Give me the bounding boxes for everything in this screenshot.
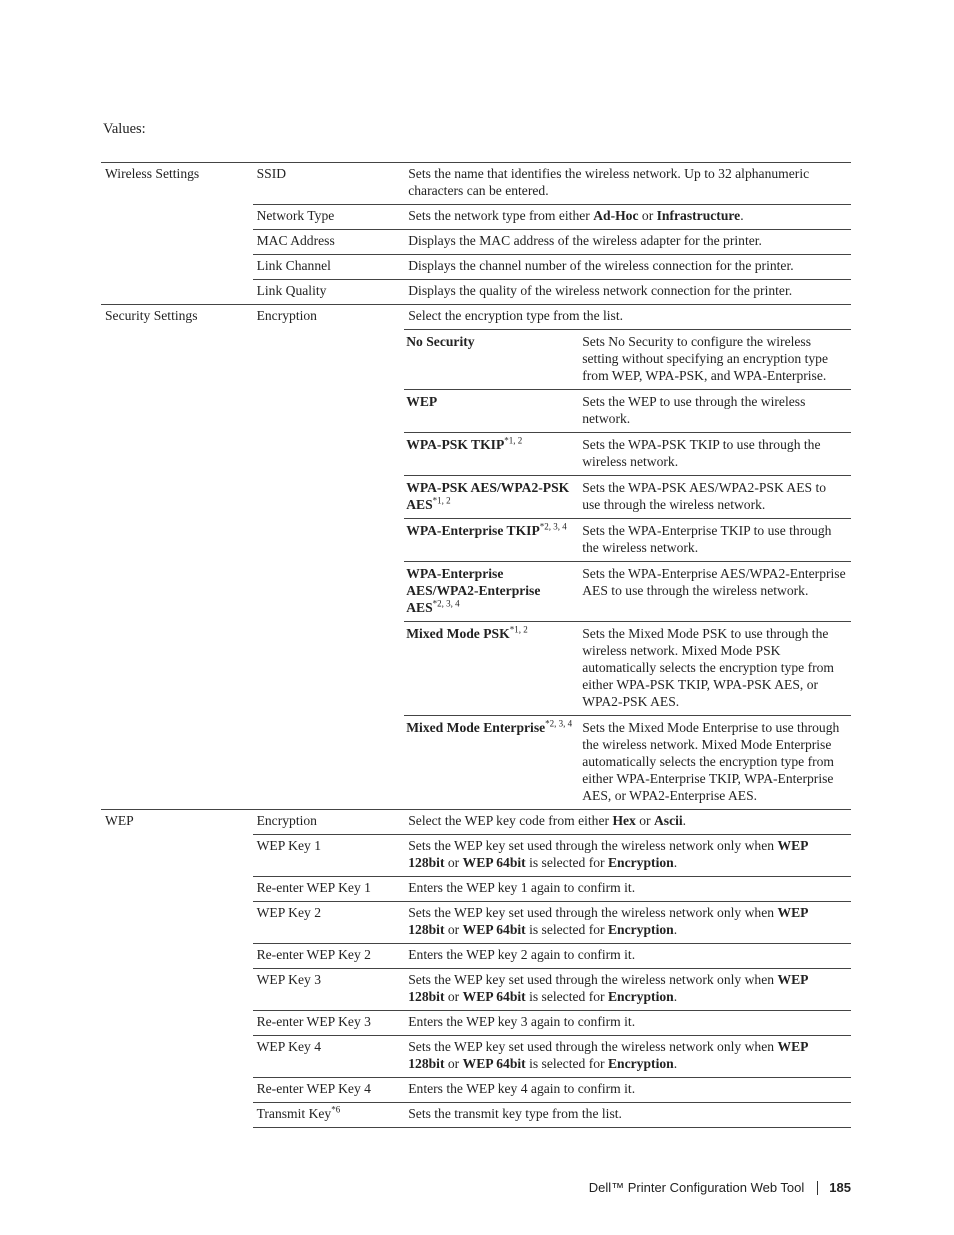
item-name: Network Type (253, 205, 405, 230)
item-description: Sets the WEP key set used through the wireless network only when WEP 128bit or WEP 64bit is selected for Encryption. (404, 902, 851, 944)
item-description: Displays the channel number of the wireless connection for the printer. (404, 255, 851, 280)
table-row (101, 902, 851, 944)
table-row (101, 1103, 851, 1128)
option-description: Sets No Security to configure the wireless setting without specifying an encryption type from WEP, WPA-PSK, and WPA-Enterprise. (580, 330, 851, 390)
footer-divider (817, 1181, 818, 1195)
item-description: Sets the network type from either Ad-Hoc or Infrastructure. (404, 205, 851, 230)
item-description: Select the WEP key code from either Hex or Ascii. (404, 810, 851, 835)
item-name: Re-enter WEP Key 2 (253, 944, 405, 969)
item-name: WEP Key 2 (253, 902, 405, 944)
option-name: WPA-Enterprise AES/WPA2-Enterprise AES$^{*2, 3, 4}$ (404, 562, 580, 622)
item-description: Sets the WEP key set used through the wireless network only when WEP 128bit or WEP 64bit is selected for Encryption. (404, 969, 851, 1011)
page-number: 185 (829, 1180, 851, 1195)
option-name: Mixed Mode Enterprise$^{*2, 3, 4}$ (404, 716, 580, 810)
item-name: Re-enter WEP Key 1 (253, 877, 405, 902)
item-description: Sets the name that identifies the wireless network. Up to 32 alphanumeric characters can be entered. (404, 163, 851, 205)
encryption-option-row (404, 433, 851, 476)
table-row (101, 230, 851, 255)
table-row (101, 255, 851, 280)
item-description: Enters the WEP key 2 again to confirm it. (404, 944, 851, 969)
item-name: Encryption (253, 305, 405, 810)
table-row (101, 280, 851, 305)
item-description: Sets the WEP key set used through the wireless network only when WEP 128bit or WEP 64bit is selected for Encryption. (404, 835, 851, 877)
encryption-option-row (404, 476, 851, 519)
option-description: Sets the WPA-PSK AES/WPA2-PSK AES to use through the wireless network. (580, 476, 851, 519)
item-description: Enters the WEP key 1 again to confirm it. (404, 877, 851, 902)
encryption-option-row (404, 519, 851, 562)
option-description: Sets the Mixed Mode PSK to use through the wireless network. Mixed Mode PSK automatically selects the encryption type from either WPA-PSK TKIP, WPA-PSK AES, or WPA2-PSK AES. (580, 622, 851, 716)
table-row (101, 305, 851, 810)
item-description: Enters the WEP key 4 again to confirm it. (404, 1078, 851, 1103)
item-name: Encryption (253, 810, 405, 835)
group-label: Wireless Settings (101, 163, 253, 205)
item-name: Link Channel (253, 255, 405, 280)
encryption-option-row (404, 390, 851, 433)
table-row (101, 205, 851, 230)
item-name: Re-enter WEP Key 3 (253, 1011, 405, 1036)
option-name: WEP (404, 390, 580, 433)
table-row (101, 1011, 851, 1036)
item-name: Transmit Key$^{*6}$ (253, 1103, 405, 1128)
option-name: WPA-PSK AES/WPA2-PSK AES$^{*1, 2}$ (404, 476, 580, 519)
item-description: Select the encryption type from the list. (408, 308, 624, 323)
values-label: Values: (103, 121, 146, 137)
table-row (101, 944, 851, 969)
item-description: Sets the transmit key type from the list. (404, 1103, 851, 1128)
option-description: Sets the WPA-Enterprise AES/WPA2-Enterprise AES to use through the wireless network. (580, 562, 851, 622)
group-label: WEP (101, 810, 253, 835)
option-name: WPA-PSK TKIP$^{*1, 2}$ (404, 433, 580, 476)
item-name: SSID (253, 163, 405, 205)
item-description: Displays the MAC address of the wireless adapter for the printer. (404, 230, 851, 255)
table-row (101, 969, 851, 1011)
item-name: Re-enter WEP Key 4 (253, 1078, 405, 1103)
option-description: Sets the WEP to use through the wireless network. (580, 390, 851, 433)
option-description: Sets the WPA-Enterprise TKIP to use through the wireless network. (580, 519, 851, 562)
item-description: Enters the WEP key 3 again to confirm it. (404, 1011, 851, 1036)
table-row (101, 877, 851, 902)
option-name: WPA-Enterprise TKIP$^{*2, 3, 4}$ (404, 519, 580, 562)
table-row (101, 1036, 851, 1078)
item-name: Link Quality (253, 280, 405, 305)
table-row (101, 163, 851, 205)
group-label: Security Settings (101, 305, 253, 810)
encryption-options-table (404, 329, 851, 809)
settings-table (101, 162, 851, 1128)
table-row (101, 810, 851, 835)
item-name: WEP Key 4 (253, 1036, 405, 1078)
item-name: WEP Key 1 (253, 835, 405, 877)
item-description: Sets the WEP key set used through the wireless network only when WEP 128bit or WEP 64bit is selected for Encryption. (404, 1036, 851, 1078)
table-row (101, 835, 851, 877)
option-description: Sets the Mixed Mode Enterprise to use through the wireless network. Mixed Mode Enterprise automatically selects the encryption type from either WPA-Enterprise TKIP, WPA-Enterprise AES, or WPA2-Enterprise AES. (580, 716, 851, 810)
encryption-option-row (404, 330, 851, 390)
encryption-option-row (404, 716, 851, 810)
encryption-options-cell (404, 305, 851, 810)
table-row (101, 1078, 851, 1103)
encryption-option-row (404, 622, 851, 716)
footer-title: Dell™ Printer Configuration Web Tool (588, 1180, 805, 1195)
item-description: Displays the quality of the wireless network connection for the printer. (404, 280, 851, 305)
item-name: WEP Key 3 (253, 969, 405, 1011)
option-name: Mixed Mode PSK$^{*1, 2}$ (404, 622, 580, 716)
option-description: Sets the WPA-PSK TKIP to use through the wireless network. (580, 433, 851, 476)
option-name: No Security (404, 330, 580, 390)
encryption-option-row (404, 562, 851, 622)
item-name: MAC Address (253, 230, 405, 255)
page-footer (589, 1180, 851, 1195)
